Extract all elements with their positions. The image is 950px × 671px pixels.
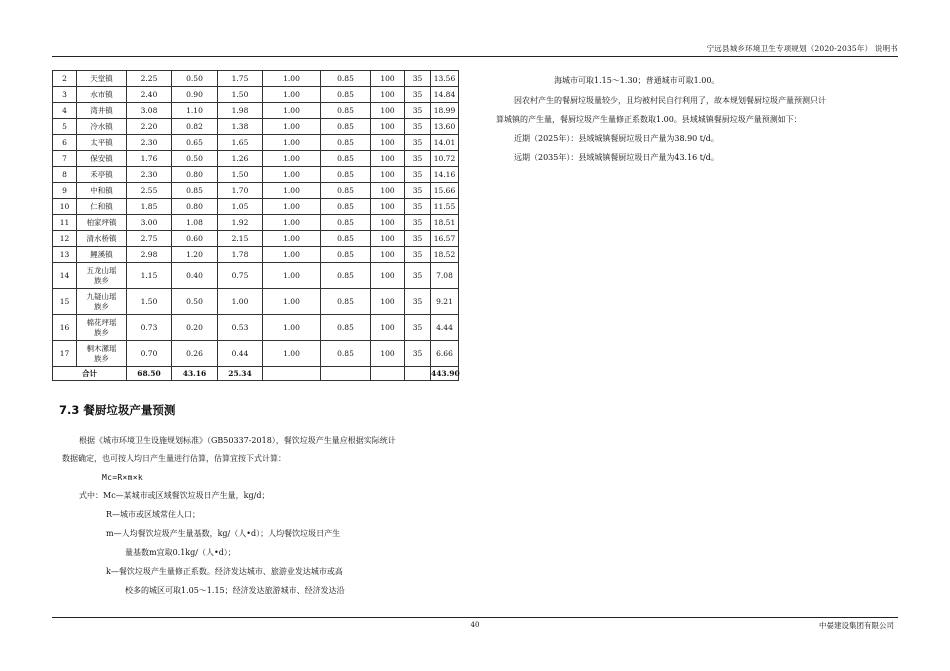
table-cell: 1.65 (218, 135, 263, 151)
table-cell: 35 (405, 341, 431, 367)
town-name: 禾亭镇 (77, 167, 127, 183)
definition-line: R—城市或区域常住人口； (106, 510, 201, 519)
table-row (53, 215, 459, 231)
table-cell: 35 (405, 231, 431, 247)
town-name-line: 五龙山瑶 (86, 265, 117, 275)
town-name: 清水桥镇 (77, 231, 127, 247)
definition-line: m—人均餐饮垃圾产生量基数，kg/（人•d）；人均餐饮垃圾日产生 (106, 529, 341, 538)
table-cell: 0.85 (172, 183, 218, 199)
table-cell: 1.00 (263, 151, 321, 167)
forecast-near: 近期（2025年）：县域城镇餐厨垃圾日产量为38.90 t/d。 (514, 134, 719, 143)
row-number: 3 (53, 87, 77, 103)
row-number: 2 (53, 71, 77, 87)
table-row (53, 315, 459, 341)
table-cell: 10.72 (431, 151, 459, 167)
table-cell: 0.85 (321, 87, 371, 103)
table-cell: 2.40 (127, 87, 172, 103)
town-name-line: 族乡 (94, 301, 109, 311)
table-cell: 0.20 (172, 315, 218, 341)
table-cell: 100 (371, 315, 405, 341)
table-cell: 100 (371, 71, 405, 87)
table-cell: 100 (371, 183, 405, 199)
table-cell: 2.25 (127, 71, 172, 87)
table-cell: 14.01 (431, 135, 459, 151)
table-cell: 0.70 (127, 341, 172, 367)
total-cell: 43.16 (172, 367, 218, 381)
table-cell: 1.00 (263, 341, 321, 367)
table-cell: 100 (371, 199, 405, 215)
page-number: 40 (470, 621, 480, 629)
table-cell: 1.26 (218, 151, 263, 167)
table-cell: 2.15 (218, 231, 263, 247)
table-cell: 35 (405, 315, 431, 341)
town-name: 水市镇 (77, 87, 127, 103)
town-name (77, 263, 127, 289)
row-number: 6 (53, 135, 77, 151)
table-cell: 35 (405, 215, 431, 231)
table-cell: 9.21 (431, 289, 459, 315)
town-name: 鲤溪镇 (77, 247, 127, 263)
table-cell: 100 (371, 215, 405, 231)
definition-line: k—餐饮垃圾产生量修正系数。经济发达城市、旅游业发达城市或高 (106, 567, 343, 576)
table-cell: 100 (371, 135, 405, 151)
row-number: 9 (53, 183, 77, 199)
table-cell: 0.50 (172, 289, 218, 315)
paragraph-line: 数据确定，也可按人均日产生量进行估算，估算宜按下式计算： (62, 454, 286, 463)
row-number: 8 (53, 167, 77, 183)
table-cell: 0.80 (172, 199, 218, 215)
table-cell: 100 (371, 87, 405, 103)
table-cell: 35 (405, 247, 431, 263)
paragraph-line: 根据《城市环境卫生设施规划标准》（GB50337-2018），餐饮垃圾产生量应根据实际统计 (79, 436, 396, 445)
table-cell: 0.53 (218, 315, 263, 341)
table-cell: 100 (371, 119, 405, 135)
table-cell: 0.73 (127, 315, 172, 341)
definition-line: 校多的城区可取1.05～1.15；经济发达旅游城市、经济发达沿 (125, 586, 345, 595)
table-cell: 1.00 (263, 247, 321, 263)
town-name-line: 族乡 (94, 275, 109, 285)
town-name: 中和镇 (77, 183, 127, 199)
table-row (53, 199, 459, 215)
town-name: 柏家坪镇 (77, 215, 127, 231)
table-cell: 1.15 (127, 263, 172, 289)
table-cell: 0.85 (321, 119, 371, 135)
paragraph-line: 算城镇的产生量，餐厨垃圾产生量修正系数取1.00。县域城镇餐厨垃圾产量预测如下： (496, 115, 802, 124)
table-cell: 0.85 (321, 151, 371, 167)
table-cell: 1.00 (263, 215, 321, 231)
table-cell: 3.00 (127, 215, 172, 231)
total-cell: 443.90 (431, 367, 459, 381)
empty-cell (263, 367, 321, 381)
row-number: 5 (53, 119, 77, 135)
table-cell: 2.20 (127, 119, 172, 135)
table-cell: 1.00 (263, 289, 321, 315)
table-cell: 35 (405, 183, 431, 199)
table-cell: 0.65 (172, 135, 218, 151)
table-cell: 1.00 (263, 87, 321, 103)
table-cell: 16.57 (431, 231, 459, 247)
table-cell: 1.75 (218, 71, 263, 87)
table-row (53, 183, 459, 199)
table-cell: 1.00 (263, 315, 321, 341)
table-cell: 0.85 (321, 103, 371, 119)
town-name: 湾井镇 (77, 103, 127, 119)
table-cell: 11.55 (431, 199, 459, 215)
table-cell: 35 (405, 103, 431, 119)
town-name: 冷水镇 (77, 119, 127, 135)
table-cell: 100 (371, 103, 405, 119)
table-cell: 0.90 (172, 87, 218, 103)
table-cell: 0.85 (321, 263, 371, 289)
formula: Mc=R×m×k (102, 473, 143, 482)
table-cell: 100 (371, 167, 405, 183)
table-cell: 1.78 (218, 247, 263, 263)
table-cell: 100 (371, 151, 405, 167)
row-number: 16 (53, 315, 77, 341)
table-cell: 0.80 (172, 167, 218, 183)
empty-cell (371, 367, 405, 381)
row-number: 10 (53, 199, 77, 215)
table-cell: 1.00 (263, 263, 321, 289)
table-cell: 7.08 (431, 263, 459, 289)
table-cell: 100 (371, 263, 405, 289)
empty-cell (321, 367, 371, 381)
table-cell: 1.00 (263, 183, 321, 199)
total-row (53, 367, 459, 381)
page-header-title: 宁远县城乡环境卫生专项规划（2020-2035年） 说明书 (706, 44, 898, 53)
table-cell: 3.08 (127, 103, 172, 119)
definition-line: 量基数m宜取0.1kg/（人•d）； (125, 548, 236, 557)
table-cell: 1.00 (218, 289, 263, 315)
table-row (53, 151, 459, 167)
table-cell: 35 (405, 263, 431, 289)
table-cell: 1.98 (218, 103, 263, 119)
town-name: 保安镇 (77, 151, 127, 167)
row-number: 15 (53, 289, 77, 315)
table-row (53, 71, 459, 87)
table-cell: 0.75 (218, 263, 263, 289)
header-rule (52, 56, 898, 57)
table-cell: 0.85 (321, 71, 371, 87)
table-cell: 13.56 (431, 71, 459, 87)
table-row (53, 87, 459, 103)
table-cell: 35 (405, 151, 431, 167)
table-cell: 100 (371, 231, 405, 247)
table-body (53, 71, 459, 381)
table-cell: 1.05 (218, 199, 263, 215)
table-cell: 35 (405, 71, 431, 87)
town-name (77, 315, 127, 341)
table-cell: 2.55 (127, 183, 172, 199)
waste-table (52, 70, 459, 381)
table-cell: 2.30 (127, 135, 172, 151)
table-cell: 0.40 (172, 263, 218, 289)
table-cell: 35 (405, 199, 431, 215)
table-cell: 1.00 (263, 167, 321, 183)
table-cell: 2.75 (127, 231, 172, 247)
town-name: 仁和镇 (77, 199, 127, 215)
table-cell: 35 (405, 87, 431, 103)
table-cell: 14.84 (431, 87, 459, 103)
total-cell: 68.50 (127, 367, 172, 381)
town-name-line: 族乡 (94, 353, 109, 363)
table-cell: 1.50 (127, 289, 172, 315)
table-cell: 0.85 (321, 167, 371, 183)
town-name: 天堂镇 (77, 71, 127, 87)
empty-cell (405, 367, 431, 381)
table-row (53, 263, 459, 289)
table-cell: 1.08 (172, 215, 218, 231)
table-cell: 100 (371, 289, 405, 315)
table-cell: 2.30 (127, 167, 172, 183)
table-row (53, 289, 459, 315)
row-number: 17 (53, 341, 77, 367)
town-name (77, 341, 127, 367)
paragraph-line: 海城市可取1.15～1.30；普通城市可取1.00。 (554, 76, 720, 85)
table-row (53, 135, 459, 151)
table-cell: 0.82 (172, 119, 218, 135)
table-cell: 1.00 (263, 135, 321, 151)
table-cell: 18.51 (431, 215, 459, 231)
town-name-line: 桐木漯瑶 (86, 343, 117, 353)
table-cell: 14.16 (431, 167, 459, 183)
row-number: 4 (53, 103, 77, 119)
table-cell: 0.50 (172, 151, 218, 167)
table-cell: 35 (405, 167, 431, 183)
row-number: 14 (53, 263, 77, 289)
table-row (53, 247, 459, 263)
table-cell: 1.85 (127, 199, 172, 215)
town-name-line: 棉花坪瑶 (86, 317, 117, 327)
table-cell: 1.20 (172, 247, 218, 263)
table-cell: 6.66 (431, 341, 459, 367)
table-cell: 1.10 (172, 103, 218, 119)
forecast-far: 远期（2035年）：县域城镇餐厨垃圾日产量为43.16 t/d。 (514, 153, 719, 162)
table-row (53, 103, 459, 119)
table-cell: 0.85 (321, 341, 371, 367)
table-cell: 35 (405, 119, 431, 135)
table-cell: 1.00 (263, 71, 321, 87)
table-cell: 0.85 (321, 135, 371, 151)
town-name: 太平镇 (77, 135, 127, 151)
table-cell: 1.92 (218, 215, 263, 231)
table-cell: 1.00 (263, 103, 321, 119)
total-cell: 25.34 (218, 367, 263, 381)
table-cell: 0.50 (172, 71, 218, 87)
row-number: 7 (53, 151, 77, 167)
footer-company: 中晏建设集团有限公司 (819, 621, 894, 630)
table-cell: 1.00 (263, 199, 321, 215)
table-row (53, 167, 459, 183)
row-number: 12 (53, 231, 77, 247)
table-cell: 1.50 (218, 87, 263, 103)
table-cell: 15.66 (431, 183, 459, 199)
table-cell: 0.85 (321, 199, 371, 215)
row-number: 13 (53, 247, 77, 263)
table-cell: 0.85 (321, 215, 371, 231)
table-cell: 1.38 (218, 119, 263, 135)
row-number: 11 (53, 215, 77, 231)
table-row (53, 341, 459, 367)
town-name (77, 289, 127, 315)
table-cell: 18.52 (431, 247, 459, 263)
table-cell: 1.50 (218, 167, 263, 183)
table-cell: 2.98 (127, 247, 172, 263)
table-row (53, 119, 459, 135)
definition-line: 式中：Mc—某城市或区域餐饮垃圾日产生量，kg/d； (79, 491, 270, 500)
table-cell: 0.26 (172, 341, 218, 367)
table-cell: 4.44 (431, 315, 459, 341)
footer-rule (52, 617, 898, 618)
table-cell: 0.85 (321, 247, 371, 263)
table-cell: 1.76 (127, 151, 172, 167)
town-name-line: 族乡 (94, 327, 109, 337)
table-cell: 1.00 (263, 231, 321, 247)
table-row (53, 231, 459, 247)
table-cell: 1.70 (218, 183, 263, 199)
table-cell: 0.60 (172, 231, 218, 247)
table-cell: 18.99 (431, 103, 459, 119)
table-cell: 35 (405, 135, 431, 151)
table-cell: 1.00 (263, 119, 321, 135)
table-cell: 0.85 (321, 289, 371, 315)
section-title: 7.3 餐厨垃圾产量预测 (59, 403, 176, 417)
table-cell: 13.60 (431, 119, 459, 135)
paragraph-line: 因农村产生的餐厨垃圾量较少，且均被村民自行利用了，故本规划餐厨垃圾产量预测只计 (514, 96, 826, 105)
table-cell: 35 (405, 289, 431, 315)
table-cell: 0.85 (321, 231, 371, 247)
table-cell: 0.85 (321, 315, 371, 341)
town-name-line: 九疑山瑶 (86, 291, 117, 301)
total-label: 合计 (53, 367, 127, 381)
table-cell: 100 (371, 341, 405, 367)
table-cell: 0.85 (321, 183, 371, 199)
table-cell: 100 (371, 247, 405, 263)
table-cell: 0.44 (218, 341, 263, 367)
